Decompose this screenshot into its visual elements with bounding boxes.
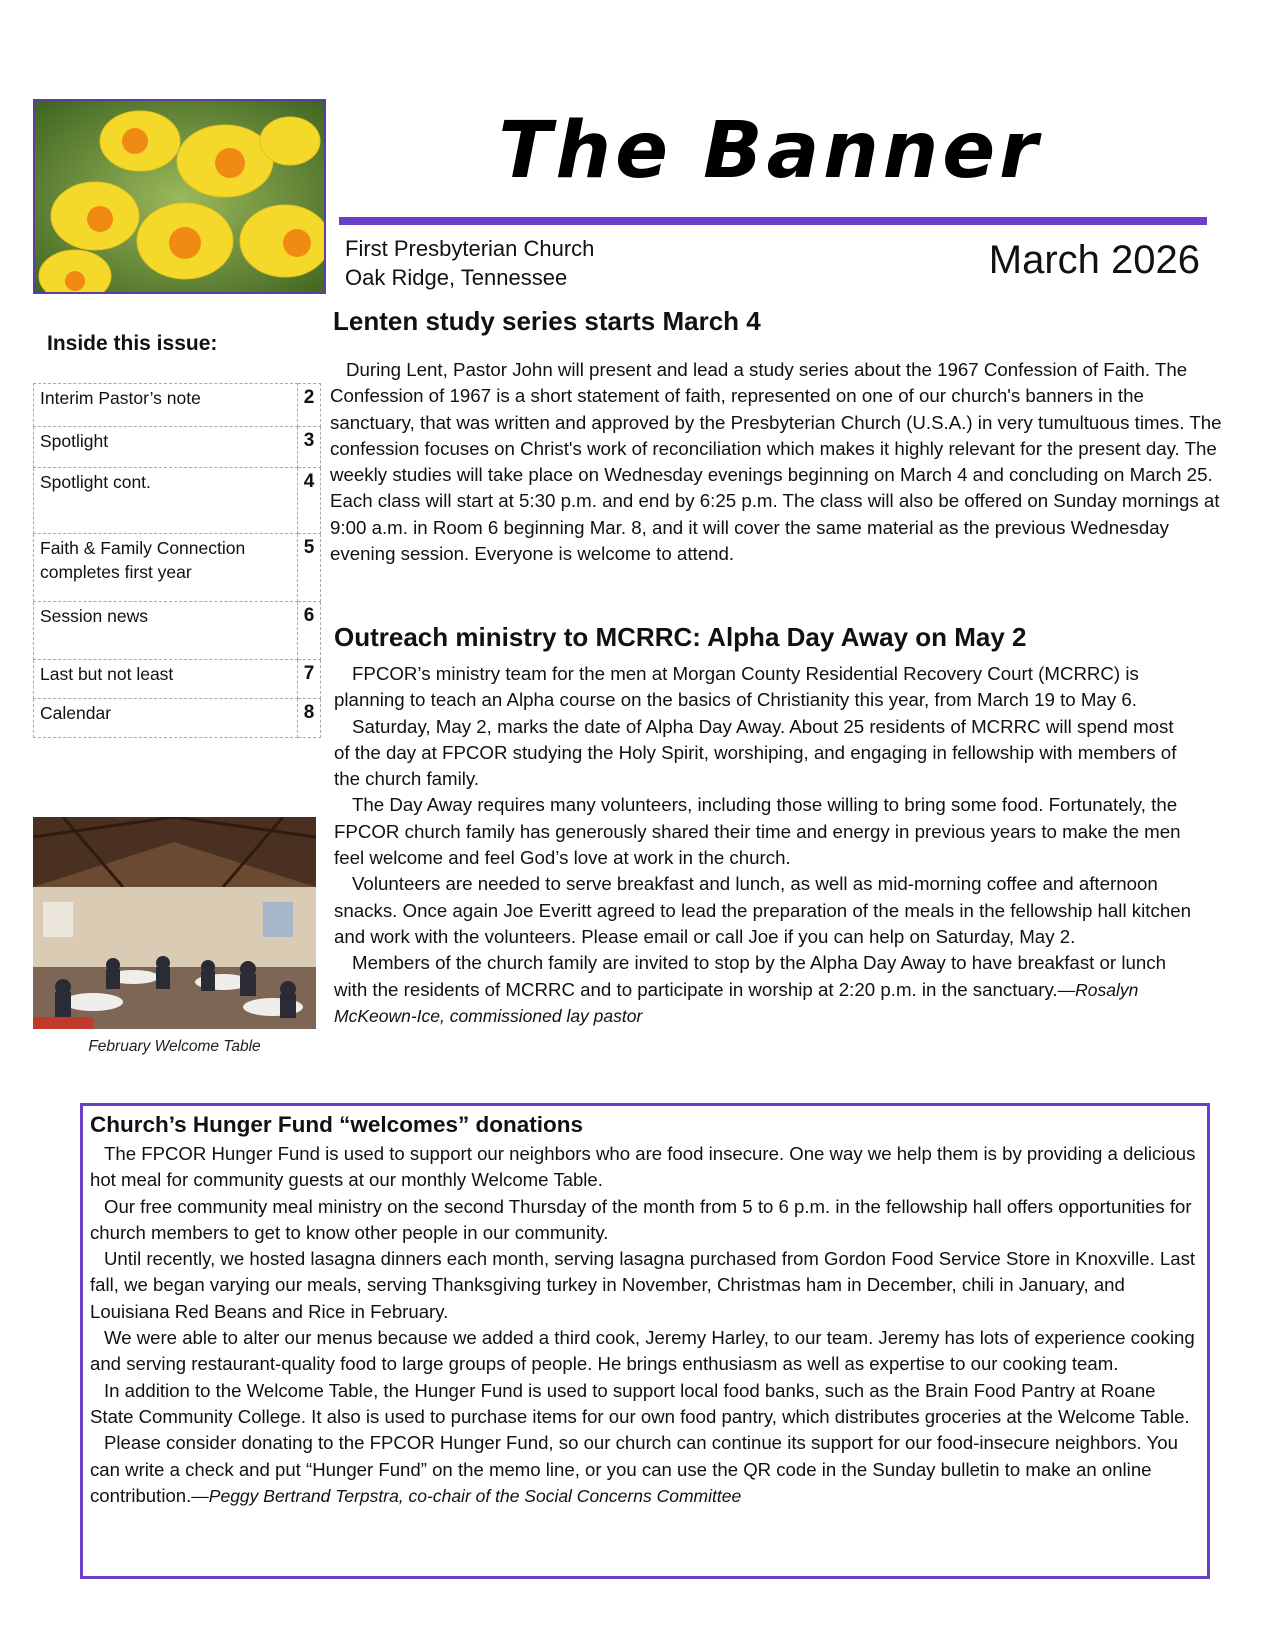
article-paragraph: The FPCOR Hunger Fund is used to support our neighbors who are food insecure. One way we help them is by providing a delicious hot meal for community guests at our monthly Welcome Table. <box>90 1143 1196 1191</box>
church-name: First Presbyterian Church <box>345 236 595 261</box>
article-paragraph: We were able to alter our menus because we added a third cook, Jeremy Harley, to our team. Jeremy has lots of experience cooking and serving restaurant-quality food to large groups of people. He brings enthusiasm as well as expertise to our cooking team. <box>90 1327 1195 1375</box>
toc-label: Last but not least <box>34 660 298 699</box>
hunger-fund-body <box>90 1141 1200 1509</box>
toc-label: Spotlight <box>34 427 298 468</box>
toc-label: Faith & Family Connection completes first year <box>34 534 298 602</box>
toc-row[interactable] <box>34 468 321 534</box>
hunger-fund-title: Church’s Hunger Fund “welcomes” donations <box>90 1112 583 1137</box>
article-paragraph: Until recently, we hosted lasagna dinners each month, serving lasagna purchased from Gordon Food Service Store in Knoxville. Last fall, we began varying our meals, serving Thanksgiving turkey in November, Christmas ham in December, chili in January, and Louisiana Red Beans and Rice in February. <box>90 1248 1196 1322</box>
newsletter-title: The Banner <box>498 106 1042 196</box>
masthead-rule <box>339 217 1207 225</box>
toc-page: 6 <box>298 602 321 660</box>
fellowship-hall-illustration <box>33 817 316 1029</box>
toc-page: 3 <box>298 427 321 468</box>
article-title-outreach: Outreach ministry to MCRRC: Alpha Day Away on May 2 <box>334 622 1027 652</box>
toc-label: Spotlight cont. <box>34 468 298 534</box>
article-byline: —Rosalyn McKeown-Ice, commissioned lay pastor <box>334 979 1139 1026</box>
article-paragraph-last <box>90 1430 1200 1509</box>
toc-row[interactable] <box>34 660 321 699</box>
toc-page: 4 <box>298 468 321 534</box>
toc-page: 8 <box>298 699 321 738</box>
article-paragraph: Our free community meal ministry on the second Thursday of the month from 5 to 6 p.m. in the fellowship hall offers opportunities for church members to get to know other people in our community. <box>90 1195 1192 1243</box>
toc-row[interactable] <box>34 534 321 602</box>
toc-page: 7 <box>298 660 321 699</box>
issue-date: March 2026 <box>988 238 1200 282</box>
daffodil-illustration <box>35 101 326 294</box>
welcome-table-photo <box>33 817 316 1029</box>
toc-row[interactable] <box>34 699 321 738</box>
article-paragraph: FPCOR’s ministry team for the men at Morgan County Residential Recovery Court (MCRRC) is planning to teach an Alpha course on the basics of Christianity this year, from March 19 to May 6. <box>334 663 1139 711</box>
daffodil-photo <box>33 99 326 294</box>
toc-table <box>33 383 321 738</box>
article-paragraph-text: Members of the church family are invited to stop by the Alpha Day Away to have breakfast or lunch with the residents of MCRRC and to participate in worship at 2:20 p.m. in the sanctuary. <box>334 952 1167 1000</box>
toc-row[interactable] <box>34 602 321 660</box>
article-paragraph: The Day Away requires many volunteers, including those willing to bring some food. Fortunately, the FPCOR church family has generously shared their time and energy in previous years to make the men feel welcome and feel God’s love at work in the church. <box>334 794 1181 869</box>
article-paragraph: Volunteers are needed to serve breakfast and lunch, as well as mid-morning coffee and afternoon snacks. Once again Joe Everitt agreed to lead the preparation of the meals in the fellowship hall kitchen and work with the volunteers. Please email or call Joe if you can help on Saturday, May 2. <box>334 873 1192 947</box>
toc-label: Interim Pastor’s note <box>34 384 298 427</box>
toc-label: Calendar <box>34 699 298 738</box>
article-paragraph-last <box>334 950 1194 1029</box>
article-paragraph: Saturday, May 2, marks the date of Alpha Day Away. About 25 residents of MCRRC will spend most of the day at FPCOR studying the Holy Spirit, worshiping, and engaging in fellowship with members of the church family. <box>334 715 1177 790</box>
article-paragraph: In addition to the Welcome Table, the Hunger Fund is used to support local food banks, such as the Brain Food Pantry at Roane State Community College. It also is used to purchase items for our own food pantry, which distributes groceries at the Welcome Table. <box>90 1379 1190 1427</box>
article-paragraph: During Lent, Pastor John will present and lead a study series about the 1967 Confession of Faith. The Confession of 1967 is a short statement of faith, represented on one of our church's banners in the sanctuary, that was written and approved by the Presbyterian Church (U.S.A.) in very tumultuous times. The confession focuses on Christ's work of reconciliation which makes it highly relevant for the present day. The weekly studies will take place on Wednesday evenings beginning on March 4 and concluding on March 25. Each class will start at 5:30 p.m. and end by 6:25 p.m. The class will also be offered on Sunday mornings at 9:00 a.m. in Room 6 beginning Mar. 8, and it will cover the same material as the previous Wednesday evening session. Everyone is welcome to attend. <box>330 359 1222 565</box>
photo-caption: February Welcome Table <box>88 1038 261 1055</box>
toc-page: 5 <box>298 534 321 602</box>
toc-label: Session news <box>34 602 298 660</box>
article-paragraph-text: Please consider donating to the FPCOR Hunger Fund, so our church can continue its support for our food-insecure neighbors. You can write a check and put “Hunger Fund” on the memo line, or you can use the QR code in the Sunday bulletin to make an online contribution. <box>90 1432 1178 1506</box>
article-body-outreach <box>334 661 1194 1029</box>
toc-page: 2 <box>298 384 321 427</box>
toc-row[interactable] <box>34 427 321 468</box>
article-title-lenten-study: Lenten study series starts March 4 <box>333 306 761 336</box>
church-city: Oak Ridge, Tennessee <box>345 265 568 290</box>
toc-heading: Inside this issue: <box>47 332 218 355</box>
toc-row[interactable] <box>34 384 321 427</box>
article-body-lenten-study <box>330 357 1230 567</box>
article-byline: —Peggy Bertrand Terpstra, co-chair of the Social Concerns Committee <box>191 1485 742 1506</box>
